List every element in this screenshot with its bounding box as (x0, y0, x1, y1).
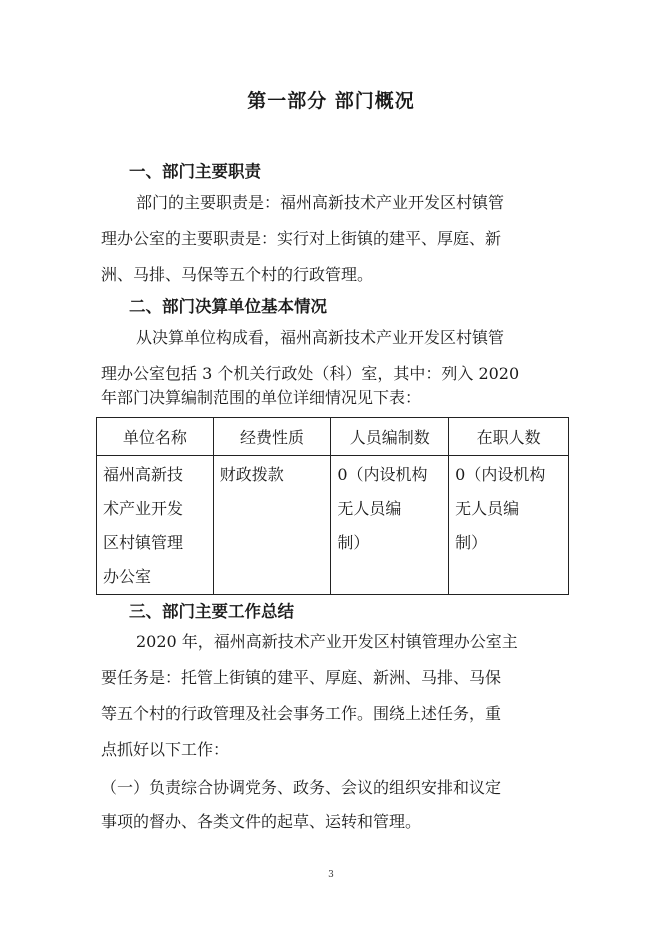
item1-line-1: （一）负责综合协调党务、政务、会议的组织安排和议定 (101, 778, 502, 797)
units-line-1: 从决算单位构成看，福州高新技术产业开发区村镇管 (136, 328, 505, 347)
summary-line-3: 等五个村的行政管理及社会事务工作。围绕上述任务，重 (101, 704, 502, 723)
unit-name-line: 福州高新技 (103, 465, 184, 484)
units-line-3: 年部门决算编制范围的单位详细情况见下表： (101, 388, 422, 407)
cell-employees (449, 456, 569, 595)
cell-funding (213, 456, 331, 595)
cell-unit-name (97, 456, 214, 595)
unit-name-line: 区村镇管理 (103, 533, 184, 552)
unit-name-line: 术产业开发 (103, 499, 184, 518)
employees-line: 制） (455, 533, 488, 552)
col-header-unit-name: 单位名称 (97, 418, 214, 456)
staffing-line: 无人员编 (337, 499, 402, 518)
page-number: 3 (328, 870, 334, 880)
unit-name-line: 办公室 (103, 567, 152, 586)
duties-line-2: 理办公室的主要职责是：实行对上街镇的建平、厚庭、新 (101, 229, 502, 248)
table-row (97, 456, 569, 595)
section-heading-work-summary: 三、部门主要工作总结 (129, 602, 294, 621)
cell-staffing (331, 456, 449, 595)
col-header-employees: 在职人数 (449, 418, 569, 456)
item1-line-2: 事项的督办、各类文件的起草、运转和管理。 (101, 812, 422, 831)
units-line-2: 理办公室包括 3 个机关行政处（科）室，其中：列入 2020 (101, 364, 520, 383)
summary-line-4: 点抓好以下工作： (101, 740, 230, 759)
funding-value: 财政拨款 (219, 465, 284, 484)
duties-line-3: 洲、马排、马保等五个村的行政管理。 (101, 265, 374, 284)
col-header-staffing: 人员编制数 (331, 418, 449, 456)
table-header-row (97, 418, 569, 456)
units-table (96, 417, 569, 595)
duties-line-1: 部门的主要职责是：福州高新技术产业开发区村镇管 (136, 193, 505, 212)
summary-line-2: 要任务是：托管上街镇的建平、厚庭、新洲、马排、马保 (101, 668, 502, 687)
summary-line-1: 2020 年，福州高新技术产业开发区村镇管理办公室主 (136, 632, 518, 651)
staffing-line: 0（内设机构 (337, 465, 428, 484)
staffing-line: 制） (337, 533, 370, 552)
employees-line: 无人员编 (455, 499, 520, 518)
page-title: 第一部分 部门概况 (247, 90, 415, 112)
col-header-funding: 经费性质 (213, 418, 331, 456)
section-heading-units: 二、部门决算单位基本情况 (129, 297, 327, 316)
employees-line: 0（内设机构 (455, 465, 546, 484)
section-heading-duties: 一、部门主要职责 (129, 162, 261, 181)
